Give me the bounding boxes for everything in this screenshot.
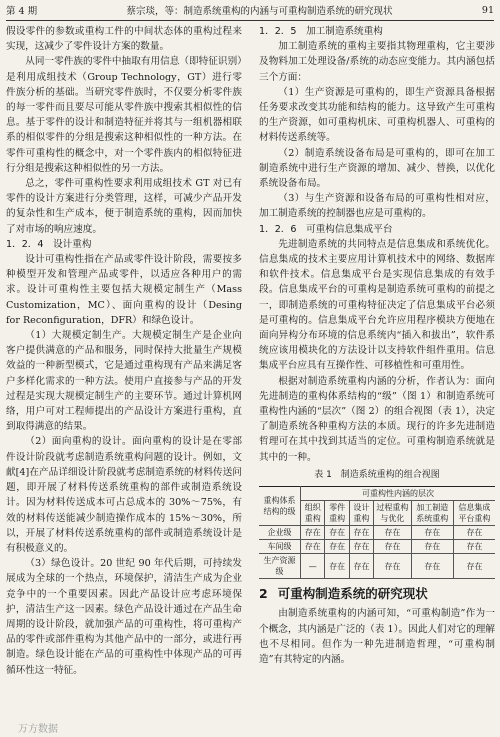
section-heading: 1．2．5 加工制造系统重构 [259, 26, 383, 37]
paragraph: 由制造系统重构的内涵可知，“可重构制造”作为一个概念，其内涵是广泛的（表 1）。因此人们对它的理解也不尽相同。但作为一种先进制造哲理，“可重构制造”有其特定的内涵。 [259, 608, 495, 665]
table-col-header: 过程重构与优化 [374, 501, 412, 526]
table-row [259, 526, 495, 540]
paragraph: （2）制造系统设备布局是可重构的，即可在加工制造系统中进行生产资源的增加、减少、替换，以优化系统设备布局。 [259, 147, 495, 190]
table-cell: 存在 [453, 526, 495, 540]
section-heading: 1．2．4 设计重构 [6, 238, 92, 250]
paragraph: （3）绿色设计。20 世纪 90 年代后期，可持续发展成为全球的一个热点，环境保护，清洁生产成为企业竞争中的一个重要因素。因此产品设计应考虑环境保护，清洁生产这一因素。绿色产品设计通过在产品生命周期的设计阶段，就加强产品的可重构性，将可重构产品的零件或部件重构为其他产品中的一部分，或进行再制造。绿色设计能在产品的可重构性中体现产品的可再循环性这一特征。 [6, 558, 242, 676]
paragraph: （1）大规模定制生产。大规模定制生产是企业向客户提供满意的产品和服务，同时保持大批量生产规模效益的一种新型模式，它是通过重构现有产品来满足客户多样化需求的一种方法。使用户直接参与产品的开发过程是实现大规模定制生产的主要环节。通过计算机网络，用户可对工程师提出的产品设计方案进行重构，直到取得满意的结果。 [6, 330, 242, 433]
paragraph: 根据对制造系统重构内涵的分析，作者认为：面向先进制造的重构体系结构的“级”（图 1）和制造系统可重构性内涵的“层次”（图 2）的组合视图（表 1），决定了制造系统各种重构方法的本质。现行的许多先进制造哲理可在其中找到其适当的定位。可重构制造系统就是其中的一种。 [259, 375, 495, 463]
table-cell: 存在 [349, 540, 373, 554]
page-header [6, 2, 494, 21]
paragraph: 假设零件的参数或重构工件的中间状态体的重构过程来实现，这减少了零件设计方案的数量。 [6, 26, 242, 53]
page-number: 91 [481, 4, 494, 16]
paragraph: 总之，零件可重构性要求利用成组技术 GT 对已有零件的设计方案进行分类管理，这样，可减少产品开发的复杂性和生产成本，便于制造系统的重构，因而加快了对市场的响应速度。 [6, 178, 242, 235]
table-cell: 存在 [325, 526, 349, 540]
paragraph: （3）与生产资源和设备布局的可重构性相对应，加工制造系统的控制器也应是可重构的。 [259, 193, 495, 220]
issue-number: 第 4 期 [6, 6, 38, 17]
chapter-heading [259, 586, 495, 601]
table-row [259, 554, 495, 579]
table-cell: 存在 [349, 554, 373, 579]
row-label: 生产资源级 [259, 554, 301, 579]
left-column [6, 24, 242, 731]
right-column [259, 24, 495, 731]
table-cell: 存在 [325, 540, 349, 554]
table-cell: 存在 [374, 526, 412, 540]
table-cell: 存在 [325, 554, 349, 579]
paragraph: 设计可重构性指在产品或零件设计阶段，需要按多种模型开发和管理产品或零件，以适应各种用户的需求。设计可重构性主要包括大规模定制生产（Mass Customization，MC）、面向重构的设计（Desing for Reconfiguration，DFR）和绿色设计。 [6, 254, 242, 326]
table-cell: 存在 [453, 540, 495, 554]
paragraph: 加工制造系统的重构主要指其物理重构，它主要涉及物料加工处理设备/系统的动态应变能力。其内涵包括三个方面： [259, 41, 495, 83]
paragraph: （2）面向重构的设计。面向重构的设计是在零部件设计阶段就考虑制造系统重构问题的设计。例如，文献[4]在产品详细设计阶段就考虑制造系统的材料传送问题，即开展了材料传送系统重构的部件或制造系统设计。因为材料传送成本可占总成本的 30%～75%，有效的材料传送能减少制造操作成本的 15%～30%，所以，开展了材料传送系统重构的部件或制造系统设计是有积极意义的。 [6, 436, 242, 554]
table-col-header: 信息集成平台重构 [453, 501, 495, 526]
watermark: 万方数据 [18, 724, 58, 735]
table-cell: 存在 [411, 540, 453, 554]
table-col-header: 组织重构 [301, 501, 325, 526]
table-caption: 表 1 制造系统重构的组合视图 [314, 469, 440, 480]
table-corner-header: 重构体系结构的级 [259, 487, 301, 526]
table-cell: 存在 [301, 526, 325, 540]
combination-view-table [259, 486, 495, 579]
table-group-header: 可重构性内涵的层次 [301, 487, 495, 501]
table-cell: 存在 [349, 526, 373, 540]
table-cell: 存在 [411, 526, 453, 540]
table-cell: 存在 [301, 540, 325, 554]
chapter-title: 可重构制造系统的研究现状 [277, 586, 428, 602]
chapter-number: 2 [259, 586, 268, 602]
table-cell: 存在 [374, 540, 412, 554]
row-label: 车间级 [259, 540, 301, 554]
paragraph: 从同一零件族的零件中抽取有用信息（即特征识别）是利用成组技术（Group Technology，GT）进行零件族分析的基础。当研究零件族时，不仅要分析零件族的每一零件而且要尽可能从零件族中搜索其相似性的信息。基于零件的设计和制造特征并将其与一组机器相联系的相似零件的分组是搜索这种相似性的一种方法。在零件可重构性的概念中，对一个零件族内的相似特征进行分组是搜索这种相似性的另一方法。 [6, 56, 242, 174]
table-cell: 存在 [374, 554, 412, 579]
table-cell: 存在 [411, 554, 453, 579]
paragraph: 先进制造系统的共同特点是信息集成和系统优化。信息集成的技术主要应用计算机技术中的网络、数据库和软件技术。信息集成平台是实现信息集成的有效手段。信息集成平台的可重构是制造系统可重构的前提之一，即制造系统的可重构特征决定了信息集成平台必须是可重构的。信息集成平台允许应用程序模块方便地在面向异构分布环境的信息系统内“插入和拔出”，软件系统应该用模块化的方法设计以支持软件组件重用。信息集成平台应具有互操作性、可移植性和可重用性。 [259, 238, 495, 372]
table-cell: — [301, 554, 325, 579]
table-col-header: 设计重构 [349, 501, 373, 526]
row-label: 企业级 [259, 526, 301, 540]
table-col-header: 零件重构 [325, 501, 349, 526]
table-row [259, 540, 495, 554]
table-col-header: 加工制造系统重构 [411, 501, 453, 526]
table-cell: 存在 [453, 554, 495, 579]
section-heading: 1．2．6 可重构信息集成平台 [259, 223, 393, 235]
running-title: 蔡宗琰，等：制造系统重构的内涵与可重构制造系统的研究现状 [126, 6, 393, 17]
paragraph: （1）生产资源是可重构的，即生产资源具备根据任务要求改变其功能和结构的能力。这导致产生可重构的生产资源，如可重构机床、可重构机器人、可重构的材料传送系统等。 [259, 86, 495, 144]
